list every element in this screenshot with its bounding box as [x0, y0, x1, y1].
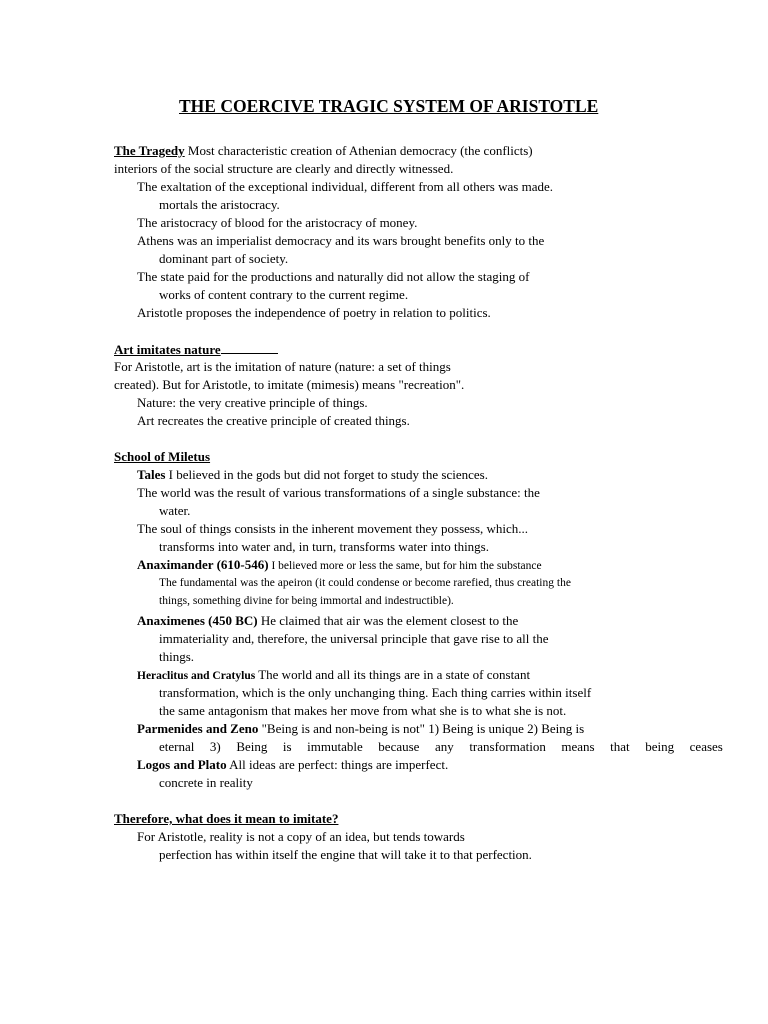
miletus-logos-cont: concrete in reality: [159, 775, 253, 790]
tragedy-bullet-4: [137, 268, 529, 287]
tragedy-intro-line: [114, 142, 533, 161]
miletus-tales: [137, 466, 488, 485]
miletus-logos: [137, 756, 448, 775]
miletus-soul: [137, 520, 528, 539]
philosopher-name: Logos and Plato: [137, 757, 227, 772]
miletus-anaximenes-cont-1: immateriality and, therefore, the universal principle that gave rise to all the: [159, 631, 549, 646]
tragedy-bullet-4-cont: works of content contrary to the current regime.: [159, 287, 409, 302]
section-heading-text: Therefore, what does it mean to imitate?: [114, 811, 339, 826]
miletus-world-cont: water.: [159, 503, 191, 518]
section-heading-imitate: [114, 810, 338, 828]
bullet-text: All ideas are perfect: things are imperfect.: [226, 757, 449, 772]
justified-word: being: [645, 739, 675, 754]
miletus-soul-cont: transforms into water and, in turn, transforms water into things.: [159, 539, 489, 554]
miletus-parmenides: [137, 720, 584, 739]
tragedy-bullet-3: [137, 232, 544, 251]
miletus-parmenides-cont: [159, 738, 723, 756]
art-line-3: Art recreates the creative principle of created things.: [137, 413, 410, 428]
bullet-text: The aristocracy of blood for the aristocracy of money.: [137, 215, 418, 230]
bullet-text: I believed in the gods but did not forget to study the sciences.: [165, 467, 488, 482]
justified-word: is: [282, 739, 292, 754]
imitate-bullet-1-cont: perfection has within itself the engine that will take it to that perfection.: [159, 847, 532, 862]
justified-word: means: [561, 739, 595, 754]
justified-word: that: [610, 739, 630, 754]
justified-word: transformation: [469, 739, 546, 754]
tragedy-bullet-3-cont: dominant part of society.: [159, 251, 289, 266]
bullet-text: I believed more or less the same, but for him the substance: [268, 560, 542, 572]
justified-word: ceases: [689, 739, 723, 754]
section-heading-art: [114, 340, 278, 359]
justified-word: immutable: [307, 739, 363, 754]
heading-underline: [221, 340, 278, 354]
art-line-1: For Aristotle, art is the imitation of nature (nature: a set of things: [114, 359, 451, 374]
miletus-anaximander-cont-2: things, something divine for being immortal and indestructible).: [159, 595, 454, 607]
bullet-text: "Being is and non-being is not" 1) Being is unique 2) Being is: [258, 721, 585, 736]
philosopher-name: Heraclitus and Cratylus: [137, 670, 256, 682]
tragedy-line-1: Most characteristic creation of Athenian democracy (the conflicts): [184, 143, 533, 158]
miletus-heraclitus-cont-1: transformation, which is the only unchanging thing. Each thing carries within itself: [159, 685, 592, 700]
bullet-text: The world was the result of various transformations of a single substance: the: [137, 485, 540, 500]
miletus-world: [137, 484, 540, 503]
justified-word: because: [378, 739, 420, 754]
art-line-2: created). But for Aristotle, to imitate (mimesis) means "recreation".: [114, 377, 465, 392]
bullet-text: Athens was an imperialist democracy and its wars brought benefits only to the: [137, 233, 545, 248]
miletus-anaximander: [137, 556, 542, 575]
tragedy-bullet-1-cont: [159, 196, 280, 215]
bullet-text: Nature: the very creative principle of things.: [137, 395, 368, 410]
tragedy-bullet-2: [137, 214, 417, 233]
philosopher-name: Anaximander (610-546): [137, 557, 269, 572]
art-bullet-1: [137, 394, 368, 413]
philosopher-name: Anaximenes (450 BC): [137, 613, 258, 628]
tragedy-bullet-1: [137, 178, 553, 197]
justified-word: 3): [209, 739, 221, 754]
justified-word: Being: [236, 739, 268, 754]
philosopher-name: Parmenides and Zeno: [137, 721, 259, 736]
bullet-text: the aristocracy.: [198, 197, 280, 212]
bullet-text: He claimed that air was the element closest to the: [257, 613, 519, 628]
bullet-text: mortals: [159, 197, 198, 212]
section-heading-text: School of Miletus: [114, 449, 211, 464]
imitate-bullet-1: [137, 828, 465, 847]
bullet-text: The soul of things consists in the inherent movement they possess, which...: [137, 521, 529, 536]
miletus-anaximander-cont-1: The fundamental was the apeiron (it could condense or become rarefied, thus creating the: [159, 577, 571, 589]
philosopher-name: Tales: [137, 467, 166, 482]
bullet-text: For Aristotle, reality is not a copy of an idea, but tends towards: [137, 829, 465, 844]
bullet-text: The world and all its things are in a state of constant: [255, 667, 531, 682]
tragedy-line-2: interiors of the social structure are clearly and directly witnessed.: [114, 161, 454, 176]
miletus-anaximenes-cont-2: things.: [159, 649, 195, 664]
justified-word: any: [434, 739, 454, 754]
section-heading-miletus: [114, 448, 210, 466]
miletus-anaximenes: [137, 612, 518, 631]
miletus-heraclitus: [137, 666, 530, 685]
bullet-text: The exaltation of the exceptional individual, different from all others was made.: [137, 179, 553, 194]
bullet-text: Aristotle proposes the independence of poetry in relation to politics.: [137, 305, 491, 320]
section-heading-tragedy: The Tragedy: [114, 143, 185, 158]
section-heading-text: Art imitates nature: [114, 342, 221, 357]
miletus-heraclitus-cont-2: the same antagonism that makes her move from what she is to what she is not.: [159, 703, 567, 718]
justified-word: eternal: [159, 739, 195, 754]
bullet-text: The state paid for the productions and naturally did not allow the staging of: [137, 269, 530, 284]
tragedy-bullet-5: [137, 304, 491, 323]
document-title: THE COERCIVE TRAGIC SYSTEM OF ARISTOTLE: [179, 96, 599, 116]
